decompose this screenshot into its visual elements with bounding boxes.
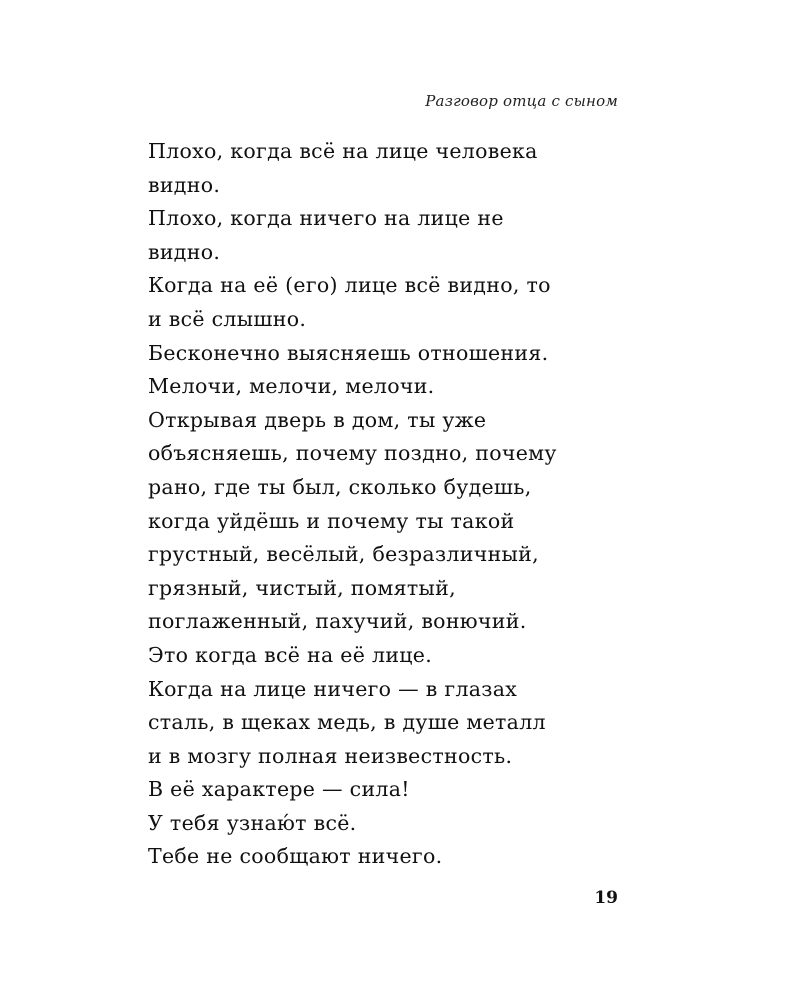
text-line: когда уйдёшь и почему ты такой [148,508,515,533]
text-line: Когда на её (его) лице всё видно, то [148,273,551,298]
page-number: 19 [594,888,618,908]
text-line: объясняешь, почему поздно, почему [148,441,557,466]
text-line: Открывая дверь в дом, ты уже [148,407,487,432]
text-line: Это когда всё на её лице. [148,642,433,667]
text-line: Плохо, когда ничего на лице не [148,206,504,231]
text-line: и в мозгу полная неизвестность. [148,743,513,768]
text-line: У тебя узнаю́т всё. [148,810,357,835]
text-line: Когда на лице ничего — в глазах [148,676,518,701]
running-header: Разговор отца с сыном [425,92,618,110]
text-line: грязный, чистый, помятый, [148,575,456,600]
text-line: и всё слышно. [148,306,307,331]
text-line: видно. [148,172,221,197]
body-text [148,135,628,874]
text-line: поглаженный, пахучий, вонючий. [148,609,527,634]
text-line: видно. [148,239,221,264]
text-line: сталь, в щеках медь, в душе металл [148,710,546,735]
text-line: Бесконечно выясняешь отношения. [148,340,549,365]
text-line: грустный, весёлый, безразличный, [148,542,539,567]
text-line: В её характере — сила! [148,777,410,802]
text-line: Мелочи, мелочи, мелочи. [148,374,435,399]
text-line: рано, где ты был, сколько будешь, [148,474,532,499]
text-line: Тебе не сообщают ничего. [148,844,443,869]
text-line: Плохо, когда всё на лице человека [148,139,538,163]
